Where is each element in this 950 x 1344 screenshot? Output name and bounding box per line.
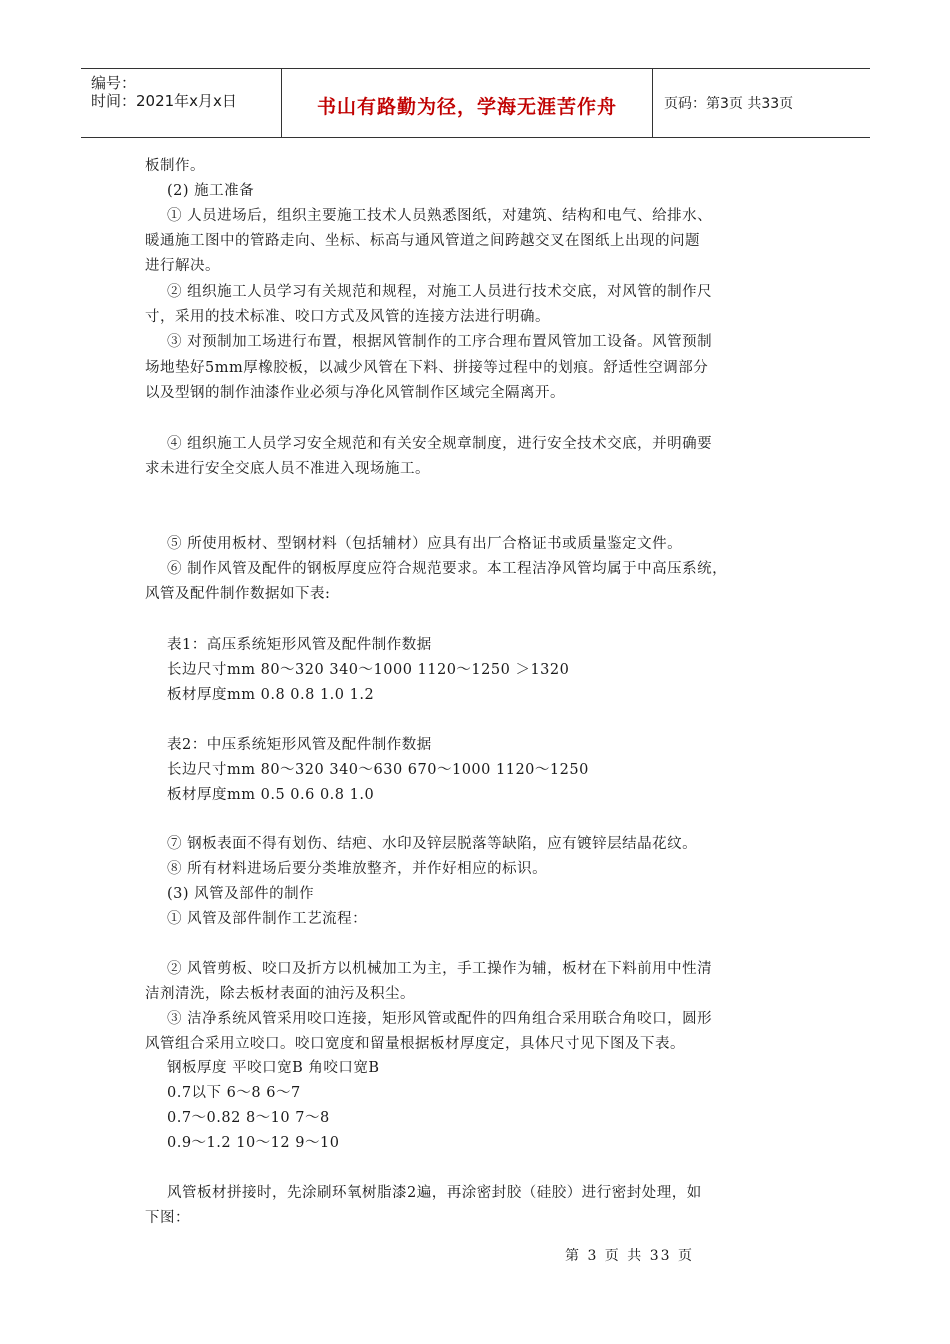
table-row: 板材厚度mm 0.8 0.8 1.0 1.2 [167,687,375,703]
table-row: 0.7以下 6～8 6～7 [167,1085,301,1101]
body-line: ⑥ 制作风管及配件的钢板厚度应符合规范要求。本工程洁净风管均属于中高压系统， [167,561,728,577]
body-line: 求未进行安全交底人员不准进入现场施工。 [145,461,430,477]
table-row: 0.9～1.2 10～12 9～10 [167,1135,340,1151]
body-line: 以及型钢的制作油漆作业必须与净化风管制作区域完全隔离开。 [145,385,565,401]
body-line: 下图： [145,1210,190,1226]
body-line: ③ 对预制加工场进行布置，根据风管制作的工序合理布置风管加工设备。风管预制 [167,334,713,350]
page-header [81,68,870,138]
table-caption: 表1：高压系统矩形风管及配件制作数据 [167,637,432,653]
body-line: 寸，采用的技术标准、咬口方式及风管的连接方法进行明确。 [145,309,550,325]
table-row: 长边尺寸mm 80～320 340～1000 1120～1250 ＞1320 [167,662,570,678]
body-line: 洁剂清洗，除去板材表面的油污及积尘。 [145,986,415,1002]
section-heading: (2) 施工准备 [167,183,255,199]
body-line: ② 风管剪板、咬口及折方以机械加工为主，手工操作为辅，板材在下料前用中性清 [167,961,713,977]
table-row: 板材厚度mm 0.5 0.6 0.8 1.0 [167,787,375,803]
body-line: ⑧ 所有材料进场后要分类堆放整齐，并作好相应的标识。 [167,861,548,877]
document-date: 时间：2021年x月x日 [91,92,237,110]
header-page-info: 页码：第3页 共33页 [664,96,794,112]
body-line: ⑦ 钢板表面不得有划伤、结疤、水印及锌层脱落等缺陷，应有镀锌层结晶花纹。 [167,836,698,852]
body-line: 暖通施工图中的管路走向、坐标、标高与通风管道之间跨越交叉在图纸上出现的问题 [145,233,700,249]
body-line: ① 风管及部件制作工艺流程： [167,911,368,927]
document-number-label: 编号： [91,74,137,92]
table-header-row: 钢板厚度 平咬口宽B 角咬口宽B [167,1060,380,1076]
header-meta-cell [81,69,281,137]
body-line: ④ 组织施工人员学习安全规范和有关安全规章制度，进行安全技术交底，并明确要 [167,436,713,452]
body-line: 风管组合采用立咬口。咬口宽度和留量根据板材厚度定，具体尺寸见下图及下表。 [145,1036,685,1052]
body-line: 风管及配件制作数据如下表: [145,586,331,602]
body-line: ⑤ 所使用板材、型钢材料（包括辅材）应具有出厂合格证书或质量鉴定文件。 [167,536,683,552]
table-caption: 表2：中压系统矩形风管及配件制作数据 [167,737,432,753]
body-line: 进行解决。 [145,258,220,274]
page-footer: 第 3 页 共 33 页 [565,1248,694,1264]
table-row: 长边尺寸mm 80～320 340～630 670～1000 1120～1250 [167,762,589,778]
body-line: 风管板材拼接时，先涂刷环氧树脂漆2遍，再涂密封胶（硅胶）进行密封处理，如 [167,1185,702,1201]
body-line: ③ 洁净系统风管采用咬口连接，矩形风管或配件的四角组合采用联合角咬口，圆形 [167,1011,713,1027]
body-line: 板制作。 [145,158,205,174]
body-line: ① 人员进场后，组织主要施工技术人员熟悉图纸，对建筑、结构和电气、给排水、 [167,208,713,224]
header-page-cell [652,69,870,137]
header-motto: 书山有路勤为径，学海无涯苦作舟 [316,96,617,118]
table-row: 0.7～0.82 8～10 7～8 [167,1110,330,1126]
body-line: 场地垫好5mm厚橡胶板，以减少风管在下料、拼接等过程中的划痕。舒适性空调部分 [145,360,709,376]
body-line: ② 组织施工人员学习有关规范和规程，对施工人员进行技术交底，对风管的制作尺 [167,284,713,300]
header-motto-cell [281,69,653,137]
section-heading: (3) 风管及部件的制作 [167,886,315,902]
